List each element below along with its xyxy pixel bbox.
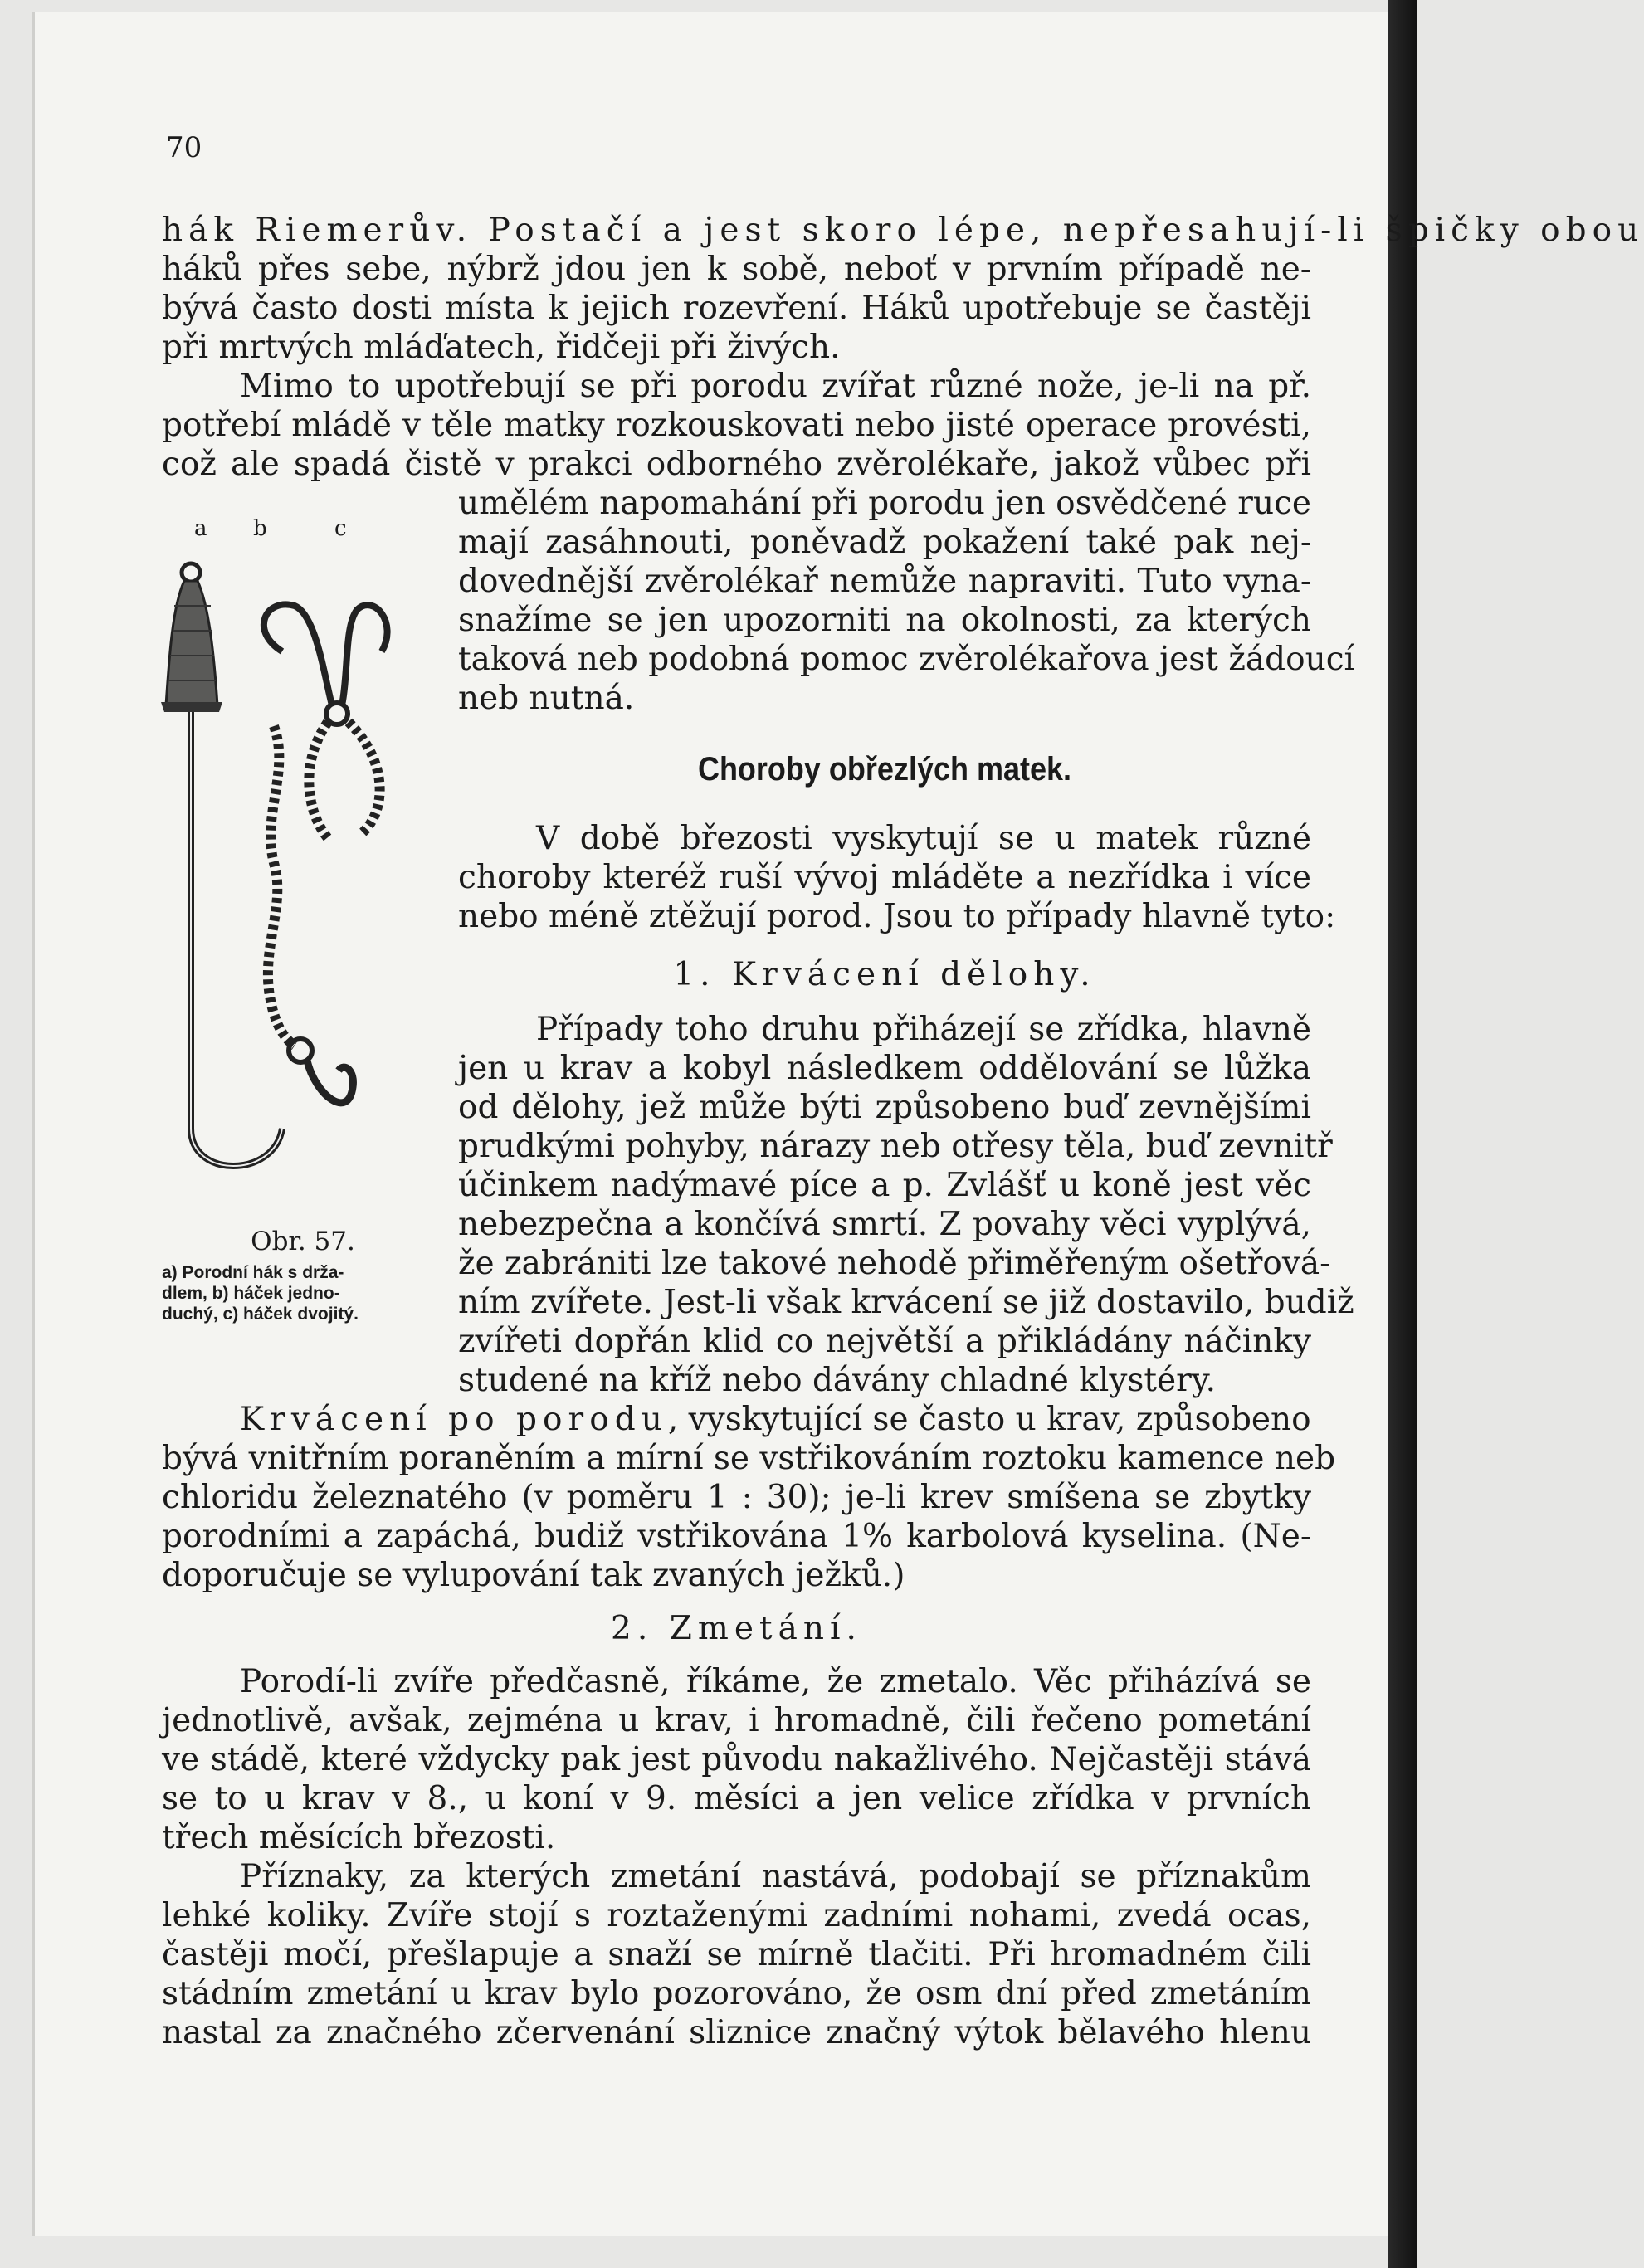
text-line: častěji močí, přešlapuje a snaží se mírně tlačiti. Při hromadném čili <box>162 1936 1311 1973</box>
text-line: třech měsících březosti. <box>162 1819 556 1856</box>
text-line: nebo méně ztěžují porod. Jsou to případy hlavně tyto: <box>458 898 1336 935</box>
text-line: jen u krav a kobyl následkem oddělování se lůžka <box>458 1050 1311 1087</box>
text-line: doporučuje se vylupování tak zvaných ježků.) <box>162 1557 905 1594</box>
text-line: bývá často dosti místa k jejich rozevření. Háků upotřebuje se častěji <box>162 290 1311 327</box>
text-line: Příznaky, za kterých zmetání nastává, podobají se příznakům <box>240 1858 1311 1895</box>
figure-caption-line: dlem, b) háček jedno- <box>162 1284 340 1303</box>
hook-with-handle <box>161 563 282 1166</box>
term-krvaceni: Krvácení po porodu <box>240 1401 668 1438</box>
subsection-heading: 2. Zmetání. <box>611 1610 862 1647</box>
text-line: choroby kteréž ruší vývoj mláděte a nezřídka i více <box>458 859 1311 896</box>
figure-label-a: a <box>194 516 207 541</box>
figure-caption-line: a) Porodní hák s drža- <box>162 1263 344 1282</box>
text-line: prudkými pohyby, nárazy neb otřesy těla, buď zevnitř <box>458 1128 1333 1165</box>
text-line: stádním zmetání u krav bylo pozorováno, že osm dní před zmetáním <box>162 1975 1311 2012</box>
figure-title: Obr. 57. <box>251 1227 355 1256</box>
text-line: hák Riemerův. Postačí a jest skoro lépe, nepřesahují-li špičky obou <box>162 212 1644 249</box>
text-line: že zabrániti lze takové nehodě přiměřeným ošetřová- <box>458 1245 1331 1282</box>
text-line: nastal za značného zčervenání sliznice značný výtok bělavého hlenu <box>162 2014 1311 2051</box>
text-line: Případy toho druhu přiházejí se zřídka, hlavně <box>536 1011 1311 1048</box>
text-line: taková neb podobná pomoc zvěrolékařova jest žádoucí <box>458 641 1355 678</box>
text-line: V době březosti vyskytují se u matek různé <box>536 820 1311 857</box>
figure-caption-line: duchý, c) háček dvojitý. <box>162 1305 359 1324</box>
scan-edge <box>1388 0 1417 2268</box>
text-line: při mrtvých mláďatech, řidčeji při živých. <box>162 329 841 366</box>
text-line: což ale spadá čistě v prakci odborného zvěrolékaře, jakož vůbec při <box>162 446 1311 483</box>
text-line: umělém napomahání při porodu jen osvědčené ruce <box>458 485 1311 522</box>
text-line: ním zvířete. Jest-li však krvácení se již dostavilo, budiž <box>458 1284 1354 1321</box>
figure-label-b: b <box>253 516 267 541</box>
text-line: lehké koliky. Zvíře stojí s roztaženými zadními nohami, zvedá ocas, <box>162 1897 1311 1934</box>
text-line: ve stádě, které vždycky pak jest původu nakažlivého. Nejčastěji stává <box>162 1741 1311 1778</box>
page-number: 70 <box>166 131 202 164</box>
figure-label-c: c <box>334 516 347 541</box>
text-line: se to u krav v 8., u koní v 9. měsíci a jen velice zřídka v prvních <box>162 1780 1311 1817</box>
text-line: chloridu železnatého (v poměru 1 : 30); je-li krev smíšena se zbytky <box>162 1479 1311 1516</box>
text-line: Mimo to upotřebují se při porodu zvířat různé nože, je-li na př. <box>240 368 1311 405</box>
text-line: potřebí mládě v těle matky rozkouskovati nebo jisté operace provésti, <box>162 407 1311 444</box>
text-line: od dělohy, jež může býti způsobeno buď zevnějšími <box>458 1089 1311 1126</box>
subsection-heading: 1. Krvácení dělohy. <box>673 956 1096 993</box>
text-line: nebezpečna a končívá smrtí. Z povahy věci vyplývá, <box>458 1206 1311 1243</box>
obstetric-hooks-illustration <box>149 548 432 1212</box>
text-line: studené na kříž nebo dávány chladné klystéry. <box>458 1362 1217 1399</box>
text-line: jednotlivě, avšak, zejména u krav, i hromadně, čili řečeno pometání <box>162 1702 1311 1739</box>
text-line: háků přes sebe, nýbrž jdou jen k sobě, neboť v prvním případě ne- <box>162 251 1311 288</box>
text-line: zvířeti dopřán klid co největší a přikládány náčinky <box>458 1323 1311 1360</box>
text-line: neb nutná. <box>458 680 635 717</box>
text-line: mají zasáhnouti, poněvadž pokažení také pak nej- <box>458 524 1311 561</box>
section-heading: Choroby obřezlých matek. <box>697 751 1072 788</box>
text-line: Porodí-li zvíře předčasně, říkáme, že zmetalo. Věc přiházívá se <box>240 1663 1311 1700</box>
text-line: bývá vnitřním poraněním a mírní se vstřikováním roztoku kamence neb <box>162 1440 1336 1477</box>
text-line: účinkem nadýmavé píce a p. Zvlášť u koně jest věc <box>458 1167 1311 1204</box>
text-line: Krvácení po porodu, vyskytující se často u krav, způsobeno <box>240 1401 1311 1438</box>
text-line: porodními a zapáchá, budiž vstřikována 1% karbolová kyselina. (Ne- <box>162 1518 1311 1555</box>
text-line: dovednější zvěrolékař nemůže napraviti. Tuto vyna- <box>458 563 1311 600</box>
double-hook-with-rope <box>264 604 388 838</box>
text-line: snažíme se jen upozorniti na okolnosti, za kterých <box>458 602 1311 639</box>
